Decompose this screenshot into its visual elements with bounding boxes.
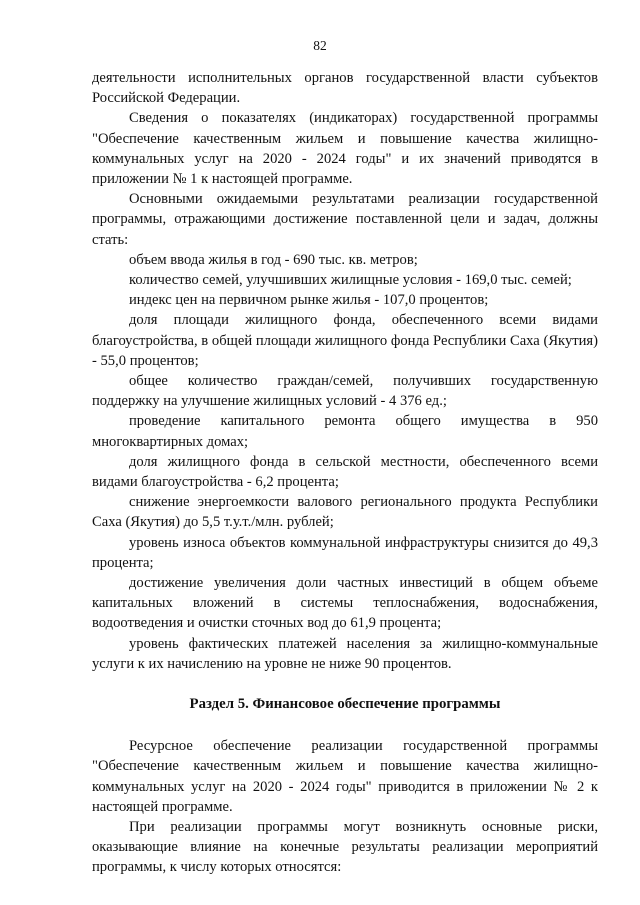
paragraph: Сведения о показателях (индикаторах) государственной программы "Обеспечение качественным жильем и повышение качества жилищно-коммунальных услуг на 2020 - 2024 годы" и их значений приводятся в приложении № 1 к настоящей программе. <box>92 110 598 188</box>
paragraph: Основными ожидаемыми результатами реализации государственной программы, отражающими достижение поставленной цели и задач, должны стать: <box>92 191 598 248</box>
paragraph: доля жилищного фонда в сельской местности, обеспеченного всеми видами благоустройства - 6,2 процента; <box>92 453 598 491</box>
page-number: 82 <box>313 38 327 53</box>
paragraph: уровень фактических платежей населения за жилищно-коммунальные услуги к их начислению на уровне не ниже 90 процентов. <box>92 635 598 672</box>
paragraphs-before-heading <box>92 68 598 674</box>
paragraph: Ресурсное обеспечение реализации государственной программы "Обеспечение качественным жильем и повышение качества жилищно-коммунальных услуг на 2020 - 2024 годы" приводится в приложении № 2 к настоящей программе. <box>92 738 598 815</box>
paragraph: доля площади жилищного фонда, обеспеченного всеми видами благоустройства, в общей площади жилищного фонда Республики Саха (Якутия) - 55,0 процентов; <box>92 312 598 369</box>
paragraph: уровень износа объектов коммунальной инфраструктуры снизится до 49,3 процента; <box>92 534 598 571</box>
paragraph: проведение капитального ремонта общего имущества в 950 многоквартирных домах; <box>92 413 598 450</box>
paragraph: достижение увеличения доли частных инвестиций в общем объеме капитальных вложений в системы теплоснабжения, водоснабжения, водоотведения и очистки сточных вод до 61,9 процента; <box>92 575 598 632</box>
paragraph: деятельности исполнительных органов государственной власти субъектов Российской Федерации. <box>92 70 598 107</box>
paragraph: количество семей, улучшивших жилищные условия - 169,0 тыс. семей; <box>129 272 572 289</box>
paragraph: снижение энергоемкости валового регионального продукта Республики Саха (Якутия) до 5,5 т.у.т./млн. рублей; <box>92 494 598 531</box>
paragraph: объем ввода жилья в год - 690 тыс. кв. метров; <box>129 251 418 268</box>
paragraphs-after-heading <box>92 736 598 877</box>
paragraph: При реализации программы могут возникнуть основные риски, оказывающие влияние на конечные результаты реализации мероприятий программы, к числу которых относятся: <box>92 818 598 876</box>
document-body <box>92 68 598 878</box>
section-heading: Раздел 5. Финансовое обеспечение программы <box>189 696 501 713</box>
paragraph: общее количество граждан/семей, получивших государственную поддержку на улучшение жилищных условий - 4 376 ед.; <box>92 373 598 410</box>
paragraph: индекс цен на первичном рынке жилья - 107,0 процентов; <box>129 292 489 309</box>
